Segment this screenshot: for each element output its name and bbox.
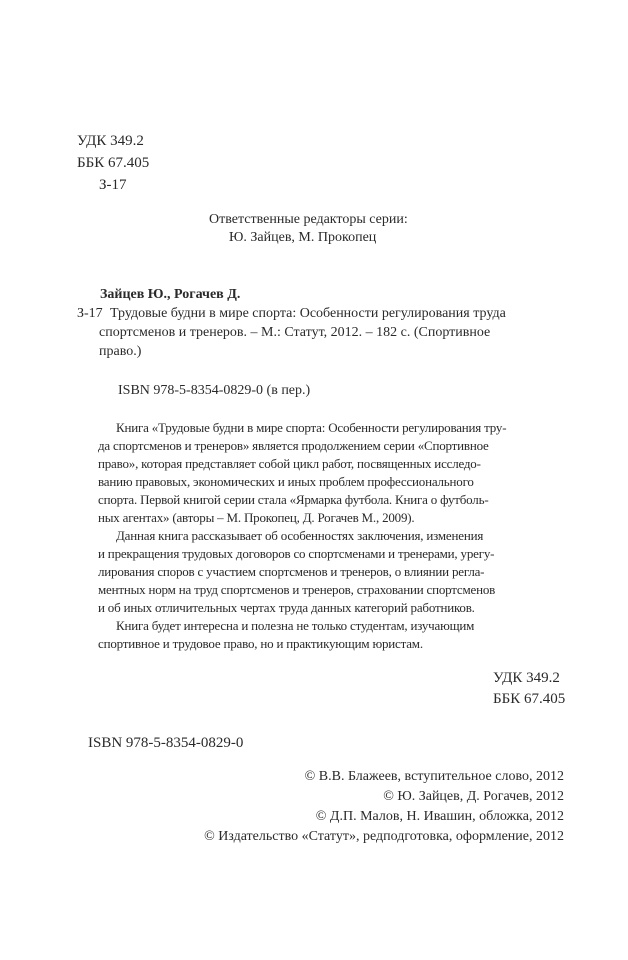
copyright-line: © Д.П. Малов, Н. Ивашин, обложка, 2012 — [315, 809, 564, 824]
bibliographic-line-1: Трудовые будни в мире спорта: Особенности регулирования труда — [110, 306, 506, 321]
bbk-top: ББК 67.405 — [77, 155, 150, 171]
series-editors-names: Ю. Зайцев, М. Прокопец — [229, 230, 377, 245]
annotation-line: и прекращения трудовых договоров со спортсменами и тренерами, урегу- — [98, 546, 495, 561]
bibliographic-line-2: спортсменов и тренеров. – М.: Статут, 2012. – 182 с. (Спортивное — [99, 325, 491, 340]
annotation-line: да спортсменов и тренеров» является продолжением серии «Спортивное — [98, 438, 489, 453]
annotation-line: и об иных отличительных чертах труда данных категорий работников. — [98, 600, 475, 615]
annotation-line: ванию правовых, экономических и иных проблем профессионального — [98, 474, 474, 489]
bbk-bottom: ББК 67.405 — [493, 691, 566, 707]
author-mark-top: З-17 — [99, 177, 127, 193]
bibliographic-mark: З-17 — [77, 306, 103, 321]
annotation-line: лирования споров с участием спортсменов и тренеров, о влиянии регла- — [98, 564, 485, 579]
annotation-line: спорта. Первой книгой серии стала «Ярмарка футбола. Книга о футболь- — [98, 492, 489, 507]
copyright-line: © В.В. Блажеев, вступительное слово, 2012 — [304, 769, 564, 784]
udk-bottom: УДК 349.2 — [493, 670, 560, 686]
copyright-line: © Издательство «Статут», редподготовка, оформление, 2012 — [204, 829, 564, 844]
annotation-line: Данная книга рассказывает об особенностях заключения, изменения — [116, 528, 484, 543]
bibliographic-isbn: ISBN 978-5-8354-0829-0 (в пер.) — [118, 383, 311, 398]
series-editors-heading: Ответственные редакторы серии: — [209, 212, 408, 227]
annotation-line: ментных норм на труд спортсменов и тренеров, страховании спортсменов — [98, 582, 496, 597]
annotation-line: спортивное и трудовое право, но и практикующим юристам. — [98, 636, 423, 651]
isbn-bottom: ISBN 978-5-8354-0829-0 — [88, 735, 244, 751]
udk-top: УДК 349.2 — [77, 133, 144, 149]
annotation-line: ных агентах» (авторы – М. Прокопец, Д. Рогачев М., 2009). — [98, 510, 415, 525]
annotation-line: Книга «Трудовые будни в мире спорта: Особенности регулирования тру- — [116, 420, 507, 435]
copyright-line: © Ю. Зайцев, Д. Рогачев, 2012 — [383, 789, 564, 804]
annotation-line: право», которая представляет собой цикл работ, посвященных исследо- — [98, 456, 481, 471]
bibliographic-line-3: право.) — [99, 344, 142, 359]
annotation-line: Книга будет интересна и полезна не только студентам, изучающим — [116, 618, 475, 633]
bibliographic-authors: Зайцев Ю., Рогачев Д. — [100, 287, 241, 302]
